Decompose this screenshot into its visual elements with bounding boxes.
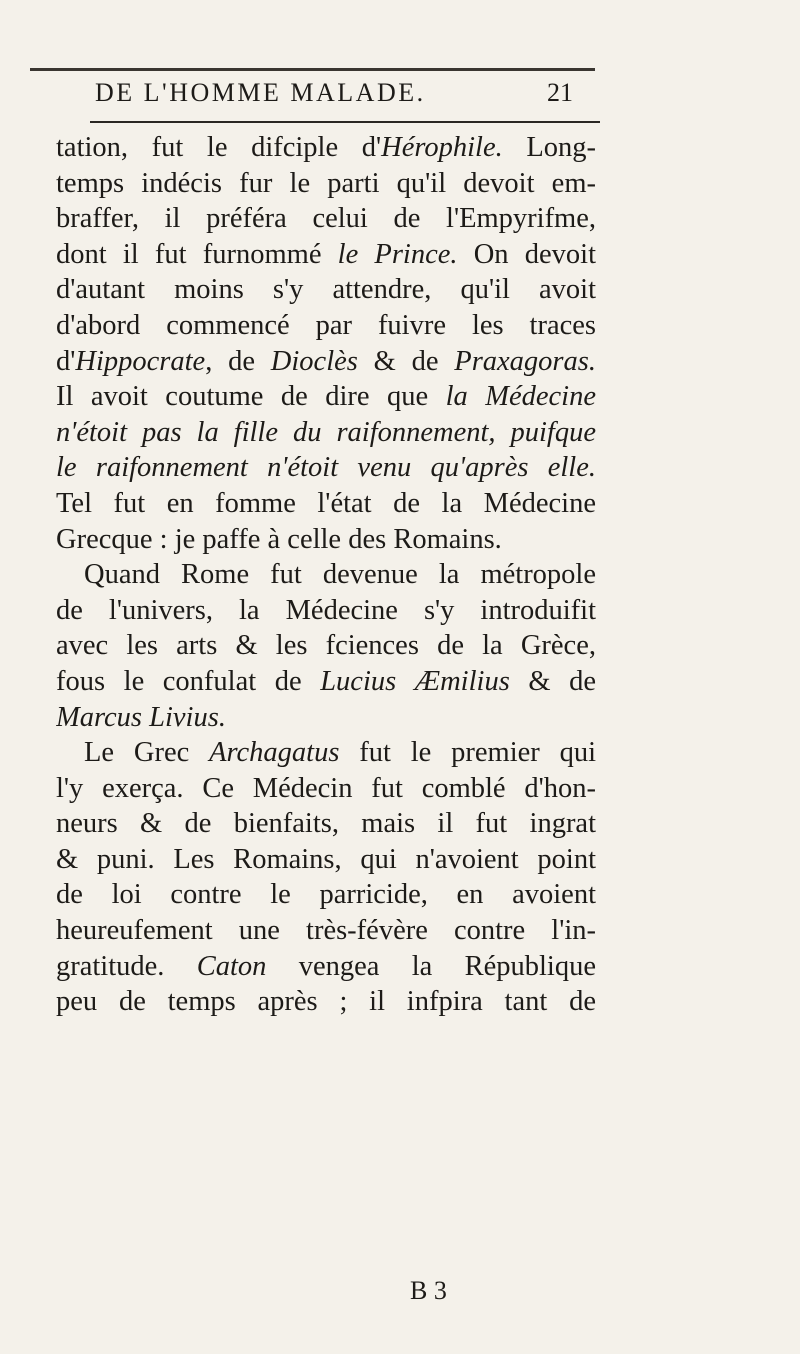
text-run: avec les arts & les fciences de la Grèce, xyxy=(56,630,596,662)
italic-run: le raifonnement n'étoit venu qu'après elle. xyxy=(56,452,596,484)
text-line xyxy=(56,628,596,664)
page-header xyxy=(95,78,573,118)
header-rule-bottom xyxy=(90,121,600,123)
text-run: Tel fut en fomme l'état de la Médecine xyxy=(56,487,596,519)
text-run: gratitude. xyxy=(56,950,197,982)
text-line xyxy=(56,949,596,985)
text-run: & de xyxy=(357,345,455,377)
text-run: d'abord commencé par fuivre les traces xyxy=(56,309,596,341)
text-run: d' xyxy=(56,345,76,377)
text-run: de loi contre le parricide, en avoient xyxy=(56,879,596,911)
text-run: fous le confulat de xyxy=(56,665,321,697)
text-run: d'autant moins s'y attendre, qu'il avoit xyxy=(56,274,596,306)
text-run: Il avoit coutume de dire que xyxy=(56,381,446,413)
text-run: neurs & de bienfaits, mais il fut ingrat xyxy=(56,808,596,840)
italic-run: Praxagoras. xyxy=(454,345,596,377)
text-run: On devoit xyxy=(457,238,596,270)
italic-run: Caton xyxy=(196,950,267,982)
text-run: tation, fut le difciple d' xyxy=(56,132,382,163)
text-line xyxy=(56,415,596,451)
text-line xyxy=(56,913,596,949)
printer-signature: B 3 xyxy=(410,1276,447,1305)
text-line xyxy=(56,344,596,380)
text-run: peu de temps après ; il infpira tant de xyxy=(56,986,596,1018)
text-run: Grecque : je paffe à celle des Romains. xyxy=(56,523,502,555)
text-line xyxy=(56,664,596,700)
text-line xyxy=(56,842,596,878)
text-line xyxy=(56,557,596,593)
text-line xyxy=(56,450,596,486)
text-line xyxy=(56,771,596,807)
text-run: Long- xyxy=(502,132,596,163)
page-number: 21 xyxy=(547,78,573,107)
text-run: Quand Rome fut devenue la métropole xyxy=(84,559,596,591)
text-line xyxy=(56,379,596,415)
running-title: DE L'HOMME MALADE. xyxy=(95,78,426,107)
italic-run: la Médecine xyxy=(445,381,596,413)
text-run: de l'univers, la Médecine s'y introduifit xyxy=(56,594,596,626)
italic-run: Archagatus xyxy=(209,737,340,769)
text-run: , de xyxy=(205,345,271,377)
body-text xyxy=(56,130,596,1020)
text-run: & puni. Les Romains, qui n'avoient point xyxy=(56,843,596,875)
text-run: dont il fut furnommé xyxy=(56,238,338,270)
text-line xyxy=(56,130,596,166)
italic-run: Hérophile. xyxy=(381,132,503,163)
text-run: fut le premier qui xyxy=(339,737,596,769)
text-line xyxy=(56,522,596,558)
text-line xyxy=(56,166,596,202)
text-run: temps indécis fur le parti qu'il devoit em- xyxy=(56,167,596,199)
text-line xyxy=(56,735,596,771)
text-run: l'y exerça. Ce Médecin fut comblé d'hon- xyxy=(56,772,596,804)
text-run: vengea la République xyxy=(266,950,596,982)
text-run: braffer, il préféra celui de l'Empyrifme, xyxy=(56,203,596,235)
text-line xyxy=(56,877,596,913)
header-rule-top xyxy=(30,68,595,71)
text-line xyxy=(56,237,596,273)
text-line xyxy=(56,700,596,736)
text-line xyxy=(56,984,596,1020)
text-line xyxy=(56,806,596,842)
italic-run: Hippocrate xyxy=(75,345,206,377)
text-line xyxy=(56,593,596,629)
italic-run: Lucius Æmilius xyxy=(320,665,510,697)
italic-run: Marcus Livius. xyxy=(56,701,226,733)
text-run: heureufement une très-févère contre l'in- xyxy=(56,915,596,947)
italic-run: n'étoit pas la fille du raifonnement, puifque xyxy=(56,416,596,448)
text-line xyxy=(56,201,596,237)
text-line xyxy=(56,486,596,522)
italic-run: le Prince. xyxy=(337,238,458,270)
text-run: & de xyxy=(509,665,596,697)
text-line xyxy=(56,308,596,344)
text-run: Le Grec xyxy=(84,737,210,769)
italic-run: Dioclès xyxy=(270,345,358,377)
text-line xyxy=(56,272,596,308)
